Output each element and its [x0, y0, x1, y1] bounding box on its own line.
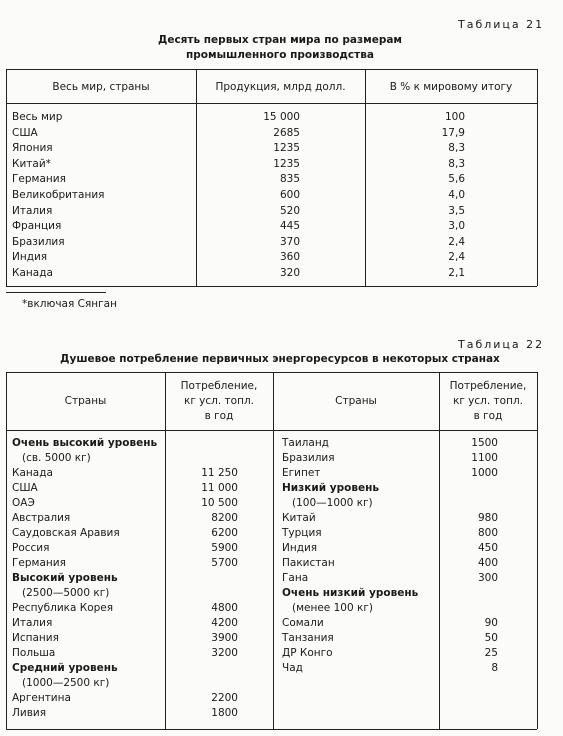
list-item-country: Испания [12, 632, 59, 644]
list-item-country: (менее 100 кг) [292, 602, 373, 614]
list-item-value: 400 [477, 557, 498, 569]
table-row-percent: 3,0 [448, 220, 465, 233]
table-row-country: Италия [12, 204, 53, 217]
header-cons-line1: Потребление, [449, 380, 527, 392]
list-item-country: ДР Конго [282, 647, 333, 659]
table21-header-country: Весь мир, страны [52, 81, 150, 93]
table22-top-border [6, 372, 537, 373]
table22-label: Таблица 22 [458, 338, 545, 351]
table21-header-percent: В % к мировому итогу [389, 81, 513, 93]
table-row-percent: 8,3 [448, 142, 465, 155]
level-heading: Очень высокий уровень [12, 437, 158, 449]
table21-header-divider [6, 103, 537, 104]
table22-right-border [537, 372, 538, 729]
table-row-country: Япония [12, 142, 53, 155]
table-row-value: 360 [279, 251, 300, 264]
table22-col-divider-2 [273, 372, 274, 729]
table-row-percent: 2,4 [448, 235, 465, 248]
level-heading: Низкий уровень [282, 482, 379, 494]
table-row-percent: 3,5 [448, 204, 465, 217]
table-row-value: 2685 [273, 126, 300, 139]
list-item-country: Германия [12, 557, 66, 569]
table21-right-border [537, 69, 538, 286]
list-item-value: 8 [491, 662, 498, 674]
table-row-value: 370 [279, 235, 300, 248]
table21-header-value: Продукция, млрд долл. [215, 81, 346, 93]
table-row-value: 320 [279, 267, 300, 279]
table-row-country: Великобритания [12, 189, 105, 201]
table-row-value: 15 000 [263, 111, 300, 123]
table21-footnote: *включая Сянган [22, 298, 117, 310]
table-row-percent: 100 [444, 111, 465, 123]
table22-header-country-left: Страны [64, 395, 107, 407]
list-item-value: 10 500 [201, 497, 238, 509]
table-row-percent: 17,9 [441, 126, 465, 139]
table21-top-border [6, 69, 537, 70]
list-item-country: Египет [282, 467, 321, 479]
level-heading: Высокий уровень [12, 572, 118, 584]
list-item-value: 11 000 [201, 482, 238, 494]
list-item-country: Польша [12, 647, 56, 659]
table-row-value: 835 [279, 173, 300, 186]
header-cons-line3: в год [473, 410, 503, 422]
header-cons-line3: в год [204, 410, 234, 422]
list-item-value: 90 [484, 617, 498, 629]
list-item-value: 3900 [211, 632, 238, 644]
table22-header-cons-right [439, 379, 537, 424]
table-row-value: 1235 [273, 142, 300, 155]
table22-header-cons-left [165, 379, 273, 424]
table-row-percent: 4,0 [448, 189, 465, 201]
list-item-value: 2200 [211, 692, 238, 704]
list-item-country: Пакистан [282, 557, 335, 569]
list-item-value: 800 [477, 527, 498, 539]
list-item-country: Китай [282, 512, 316, 524]
table21-left-border [6, 69, 7, 286]
list-item-country: (1000—2500 кг) [22, 677, 110, 689]
list-item-value: 1800 [211, 707, 238, 719]
list-item-country: (св. 5000 кг) [22, 452, 91, 464]
table21-title-line2: промышленного производства [186, 49, 374, 61]
list-item-country: ОАЭ [12, 497, 35, 509]
table-row-country: Франция [12, 220, 62, 233]
list-item-value: 25 [484, 647, 498, 659]
header-cons-line2: кг усл. топл. [452, 395, 524, 407]
list-item-value: 5900 [211, 542, 238, 554]
list-item-value: 8200 [211, 512, 238, 524]
table21-title-line1: Десять первых стран мира по размерам [157, 34, 402, 46]
list-item-country: Танзания [282, 632, 334, 644]
table22-header-country-right: Страны [335, 395, 377, 407]
list-item-country: Турция [282, 527, 322, 539]
list-item-value: 450 [477, 542, 498, 554]
footnote-rule [6, 292, 106, 293]
header-cons-line2: кг усл. топл. [183, 395, 255, 407]
list-item-country: Республика Корея [12, 602, 114, 614]
table22-header-divider [6, 430, 537, 431]
list-item-country: Сомали [282, 617, 324, 629]
table22-title: Душевое потребление первичных энергоресурсов в некоторых странах [60, 353, 500, 365]
list-item-country: Аргентина [12, 692, 71, 704]
table-row-value: 600 [279, 189, 300, 201]
list-item-value: 5700 [211, 557, 238, 569]
list-item-value: 6200 [211, 527, 238, 539]
list-item-value: 980 [477, 512, 498, 524]
table-row-percent: 2,4 [448, 251, 465, 264]
list-item-country: Чад [282, 662, 303, 674]
list-item-value: 1100 [471, 452, 498, 464]
list-item-country: Таиланд [282, 437, 329, 449]
header-cons-line1: Потребление, [180, 380, 258, 392]
list-item-country: Ливия [12, 707, 47, 719]
table22-left-border [6, 372, 7, 729]
list-item-value: 1000 [471, 467, 498, 479]
list-item-value: 4800 [211, 602, 238, 614]
list-item-country: Россия [12, 542, 50, 554]
level-heading: Средний уровень [12, 662, 118, 674]
table21-bottom-border [6, 286, 537, 287]
table-row-country: Канада [12, 267, 53, 279]
table21-label: Таблица 21 [458, 18, 545, 31]
table-row-country: США [12, 126, 38, 139]
table-row-country: Весь мир [12, 111, 63, 123]
list-item-country: Италия [12, 617, 53, 629]
list-item-country: США [12, 482, 38, 494]
list-item-value: 1500 [471, 437, 498, 449]
table-row-country: Бразилия [12, 235, 65, 248]
table-row-percent: 8,3 [448, 157, 465, 170]
list-item-country: Саудовская Аравия [12, 527, 120, 539]
list-item-country: Австралия [12, 512, 71, 524]
list-item-value: 11 250 [201, 467, 238, 479]
table-row-percent: 2,1 [448, 267, 465, 279]
list-item-country: Индия [282, 542, 318, 554]
list-item-value: 3200 [211, 647, 238, 659]
table-row-country: Китай* [12, 157, 51, 170]
list-item-country: (100—1000 кг) [292, 497, 373, 509]
table-row-country: Индия [12, 251, 48, 264]
table-row-country: Германия [12, 173, 66, 186]
list-item-country: Гана [282, 572, 309, 584]
level-heading: Очень низкий уровень [282, 587, 419, 599]
list-item-country: (2500—5000 кг) [22, 587, 110, 599]
table-row-value: 520 [279, 204, 300, 217]
table22-bottom-border [6, 729, 537, 730]
table-row-percent: 5,6 [448, 173, 465, 186]
list-item-country: Бразилия [282, 452, 335, 464]
list-item-value: 300 [477, 572, 498, 584]
list-item-value: 4200 [211, 617, 238, 629]
list-item-country: Канада [12, 467, 53, 479]
table-row-value: 1235 [273, 157, 300, 170]
table-row-value: 445 [279, 220, 300, 233]
list-item-value: 50 [484, 632, 498, 644]
